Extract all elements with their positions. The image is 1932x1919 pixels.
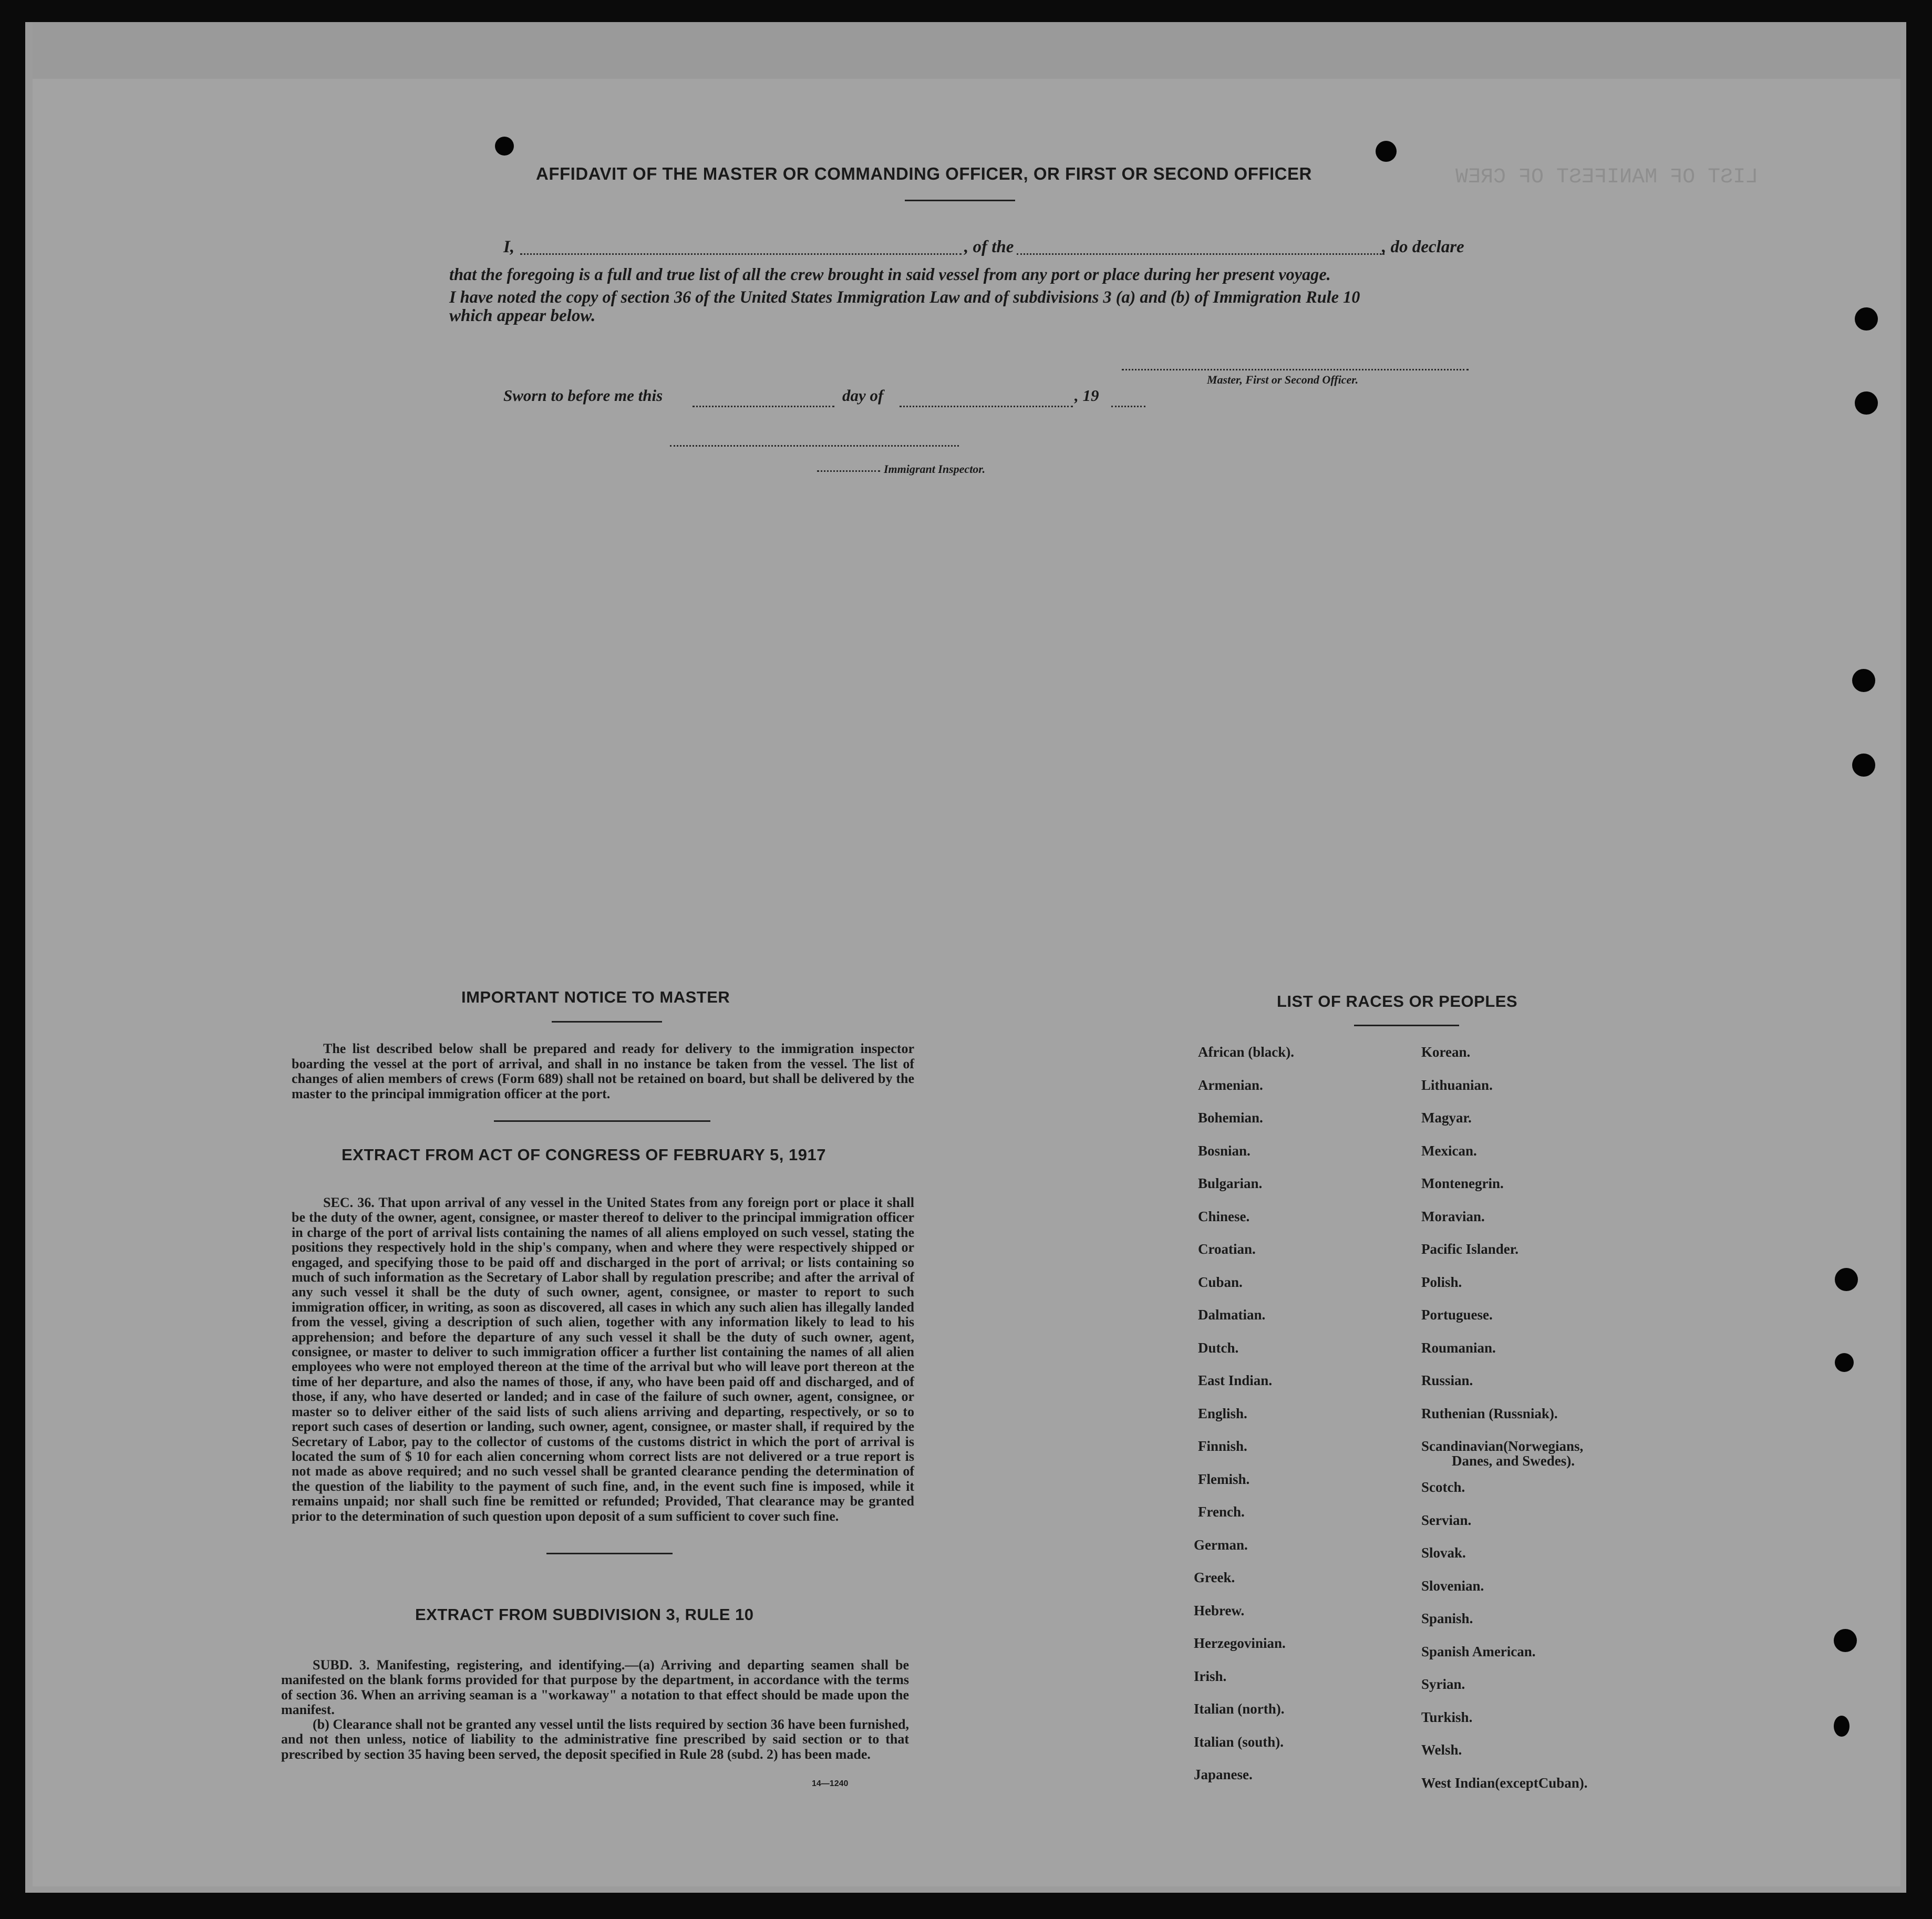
race-item: Welsh. [1421, 1742, 1462, 1758]
notice-divider-rule [494, 1120, 710, 1122]
races-title: LIST OF RACES OR PEOPLES [1277, 992, 1518, 1010]
notice-paragraph: The list described below shall be prepared and ready for delivery to the immigration inspector boarding the vessel at the port of arrival, and shall in no instance be taken from the vessel. The list of changes of alien members of crews (Form 689) shall not be retained on board, but shall be delivered by the master to the principal immigration officer at the port. [292, 1041, 914, 1101]
race-item: Danes, and Swedes). [1452, 1453, 1575, 1469]
race-item: French. [1198, 1504, 1245, 1520]
race-item: Mexican. [1421, 1142, 1477, 1159]
race-item: English. [1198, 1405, 1247, 1421]
race-item: Italian (south). [1194, 1734, 1284, 1750]
punch-hole-top-center [1376, 141, 1397, 162]
race-item: African (black). [1198, 1044, 1294, 1060]
sworn-day-field[interactable] [693, 406, 834, 407]
race-item: Polish. [1421, 1274, 1462, 1290]
rule-paragraph-a: SUBD. 3. Manifesting, registering, and identifying.—(a) Arriving and departing seamen shall be manifested on the blank forms provided for that purpose by the department, in accordance with the terms of section 36. When an arriving seaman is a "workaway" a notation to that effect should be made upon the manifest. [281, 1657, 909, 1717]
race-item: Armenian. [1198, 1077, 1263, 1093]
race-item: Slovenian. [1421, 1577, 1484, 1594]
affidavit-title-rule [905, 200, 1015, 201]
page-top-strip [33, 22, 1900, 80]
punch-hole-right-2 [1855, 391, 1878, 415]
signature-label: Master, First or Second Officer. [1207, 373, 1359, 386]
affidavit-line-of: , of the [964, 238, 1014, 256]
race-item: Pacific Islander. [1421, 1241, 1518, 1257]
act-section-36-paragraph: SEC. 36. That upon arrival of any vessel in the United States from any foreign port or place it shall be the duty of the owner, agent, consignee, or master thereof to deliver to the principal immigration officer in charge of the port of arrival lists containing the names of all aliens employed on such vessel, stating the positions they respectively hold in the ship's company, when and where they were respectively shipped or engaged, and specifying those to be paid off and discharged in the port of arrival; or lists containing so much of such information as the Secretary of Labor shall by regulation prescribe; and after the arrival of any such vessel it shall be the duty of such owner, agent, consignee, or master to report to such immigration officer, in writing, as soon as discovered, all cases in which any such alien has illegally landed from the vessel, giving a description of such alien, together with any information likely to lead to his apprehension; and before the departure of any such vessel it shall be the duty of such owner, agent, consignee, or master to deliver to such immigration officer a further list containing the names of all alien employees who were not employed thereon at the time of the arrival but who will leave port thereon at the time of her departure, and also the names of those, if any, who have been paid off and discharged, and of those, if any, who have deserted or landed; and in case of the failure of such owner, agent, consignee, or master so to deliver either of the said lists of such aliens arriving and departing, respectively, or so to report such cases of desertion or landing, such owner, agent, consignee, or master shall, if required by the Secretary of Labor, pay to the collector of customs of the customs district in which the port of arrival is located the sum of $ 10 for each alien concerning whom correct lists are not delivered or a true report is not made as above required; and no such vessel shall be granted clearance pending the determination of the question of the liability to the payment of such fine, and, in the event such fine is imposed, while it remains unpaid; nor shall such fine be remitted or refunded; Provided, That clearance may be granted prior to the determination of such question upon deposit of a sum sufficient to cover such fine. [292, 1195, 914, 1524]
race-item: Bulgarian. [1198, 1175, 1263, 1191]
race-item: Greek. [1194, 1570, 1235, 1585]
punch-hole-right-5 [1835, 1268, 1858, 1291]
affidavit-line-i: I, [503, 238, 515, 256]
punch-hole-top-left [495, 137, 514, 156]
race-item: Croatian. [1198, 1241, 1256, 1257]
sworn-prefix: Sworn to before me this [503, 386, 663, 405]
race-item: Bohemian. [1198, 1110, 1263, 1126]
race-item: Lithuanian. [1421, 1077, 1493, 1093]
bleed-through-heading: LIST OF MANIFEST OF CREW [1455, 166, 1759, 189]
punch-hole-right-3 [1852, 669, 1875, 692]
race-item: Dalmatian. [1198, 1307, 1266, 1323]
notice-text [292, 1041, 914, 1101]
race-item: Herzegovinian. [1194, 1635, 1286, 1651]
race-item: Flemish. [1198, 1471, 1250, 1487]
race-item: Servian. [1421, 1512, 1472, 1528]
race-item: Magyar. [1421, 1110, 1472, 1126]
inspector-signature-field-2[interactable] [817, 470, 880, 472]
inspector-label: Immigrant Inspector. [884, 462, 986, 476]
rule-extract-title: EXTRACT FROM SUBDIVISION 3, RULE 10 [415, 1605, 754, 1624]
races-title-rule [1354, 1025, 1459, 1026]
act-extract-title: EXTRACT FROM ACT OF CONGRESS OF FEBRUARY 5, 1917 [342, 1146, 826, 1164]
sworn-year-field[interactable] [1111, 406, 1145, 407]
race-item: Turkish. [1421, 1709, 1473, 1725]
race-item: West Indian(exceptCuban). [1421, 1774, 1588, 1791]
race-item: Scotch. [1421, 1479, 1465, 1495]
race-item: Dutch. [1198, 1339, 1239, 1356]
races-right-column [1421, 1045, 1642, 1791]
race-item: Japanese. [1194, 1767, 1253, 1782]
race-item: Spanish. [1421, 1611, 1473, 1626]
race-item: Russian. [1421, 1373, 1473, 1388]
notice-title: IMPORTANT NOTICE TO MASTER [461, 988, 730, 1006]
race-item: Moravian. [1421, 1208, 1485, 1224]
race-item: Italian (north). [1194, 1701, 1285, 1717]
affidavit-title: AFFIDAVIT OF THE MASTER OR COMMANDING OFFICER, OR FIRST OR SECOND OFFICER [536, 164, 1312, 183]
act-extract-text [292, 1195, 914, 1524]
race-item: Montenegrin. [1421, 1175, 1504, 1191]
race-item: Syrian. [1421, 1676, 1465, 1692]
sworn-day-of: day of [842, 386, 884, 405]
signature-field[interactable] [1122, 369, 1469, 370]
punch-hole-right-6 [1835, 1353, 1854, 1372]
race-item: Bosnian. [1198, 1142, 1251, 1159]
sworn-month-field[interactable] [900, 406, 1073, 407]
race-item: Roumanian. [1421, 1339, 1496, 1356]
race-item: Finnish. [1198, 1438, 1247, 1454]
race-item: Scandinavian(Norwegians, [1421, 1438, 1584, 1454]
inspector-signature-field[interactable] [670, 445, 959, 447]
punch-hole-right-4 [1852, 754, 1875, 777]
race-item: Cuban. [1198, 1274, 1243, 1290]
race-item: Hebrew. [1194, 1602, 1245, 1618]
race-item: Ruthenian (Russniak). [1421, 1405, 1558, 1421]
affidavit-line-4: which appear below. [449, 306, 596, 325]
race-item: Portuguese. [1421, 1307, 1493, 1323]
race-item: Slovak. [1421, 1545, 1466, 1561]
affidavit-line-3: I have noted the copy of section 36 of the United States Immigration Law and of subdivisions 3 (a) and (b) of Immigration Rule 10 [449, 287, 1360, 306]
rule-paragraph-b: (b) Clearance shall not be granted any vessel until the lists required by section 36 have been furnished, and not then unless, notice of liability to the administrative fine prescribed by said section or to that prescribed by section 35 having been served, the deposit specified in Rule 28 (subd. 2) has been made. [281, 1717, 909, 1762]
master-name-field[interactable] [520, 253, 962, 255]
race-item: Korean. [1421, 1044, 1471, 1060]
race-item: Chinese. [1198, 1208, 1250, 1224]
race-item: German. [1194, 1536, 1248, 1553]
sworn-year: , 19 [1075, 386, 1099, 405]
affidavit-line-declare: , do declare [1382, 238, 1464, 256]
race-item: East Indian. [1198, 1373, 1273, 1388]
races-left-column [1194, 1044, 1398, 1791]
race-item: Irish. [1194, 1668, 1227, 1684]
punch-hole-right-8 [1834, 1716, 1850, 1737]
rule-extract-text [281, 1658, 909, 1762]
form-number: 14—1240 [812, 1779, 849, 1788]
punch-hole-right-1 [1855, 307, 1878, 331]
affidavit-line-2: that the foregoing is a full and true list of all the crew brought in said vessel from any port or place during her present voyage. [449, 265, 1331, 284]
notice-title-rule [552, 1021, 662, 1023]
vessel-name-field[interactable] [1017, 253, 1385, 255]
punch-hole-right-7 [1834, 1629, 1857, 1652]
act-divider-rule [546, 1553, 673, 1554]
race-item: Spanish American. [1421, 1643, 1536, 1659]
